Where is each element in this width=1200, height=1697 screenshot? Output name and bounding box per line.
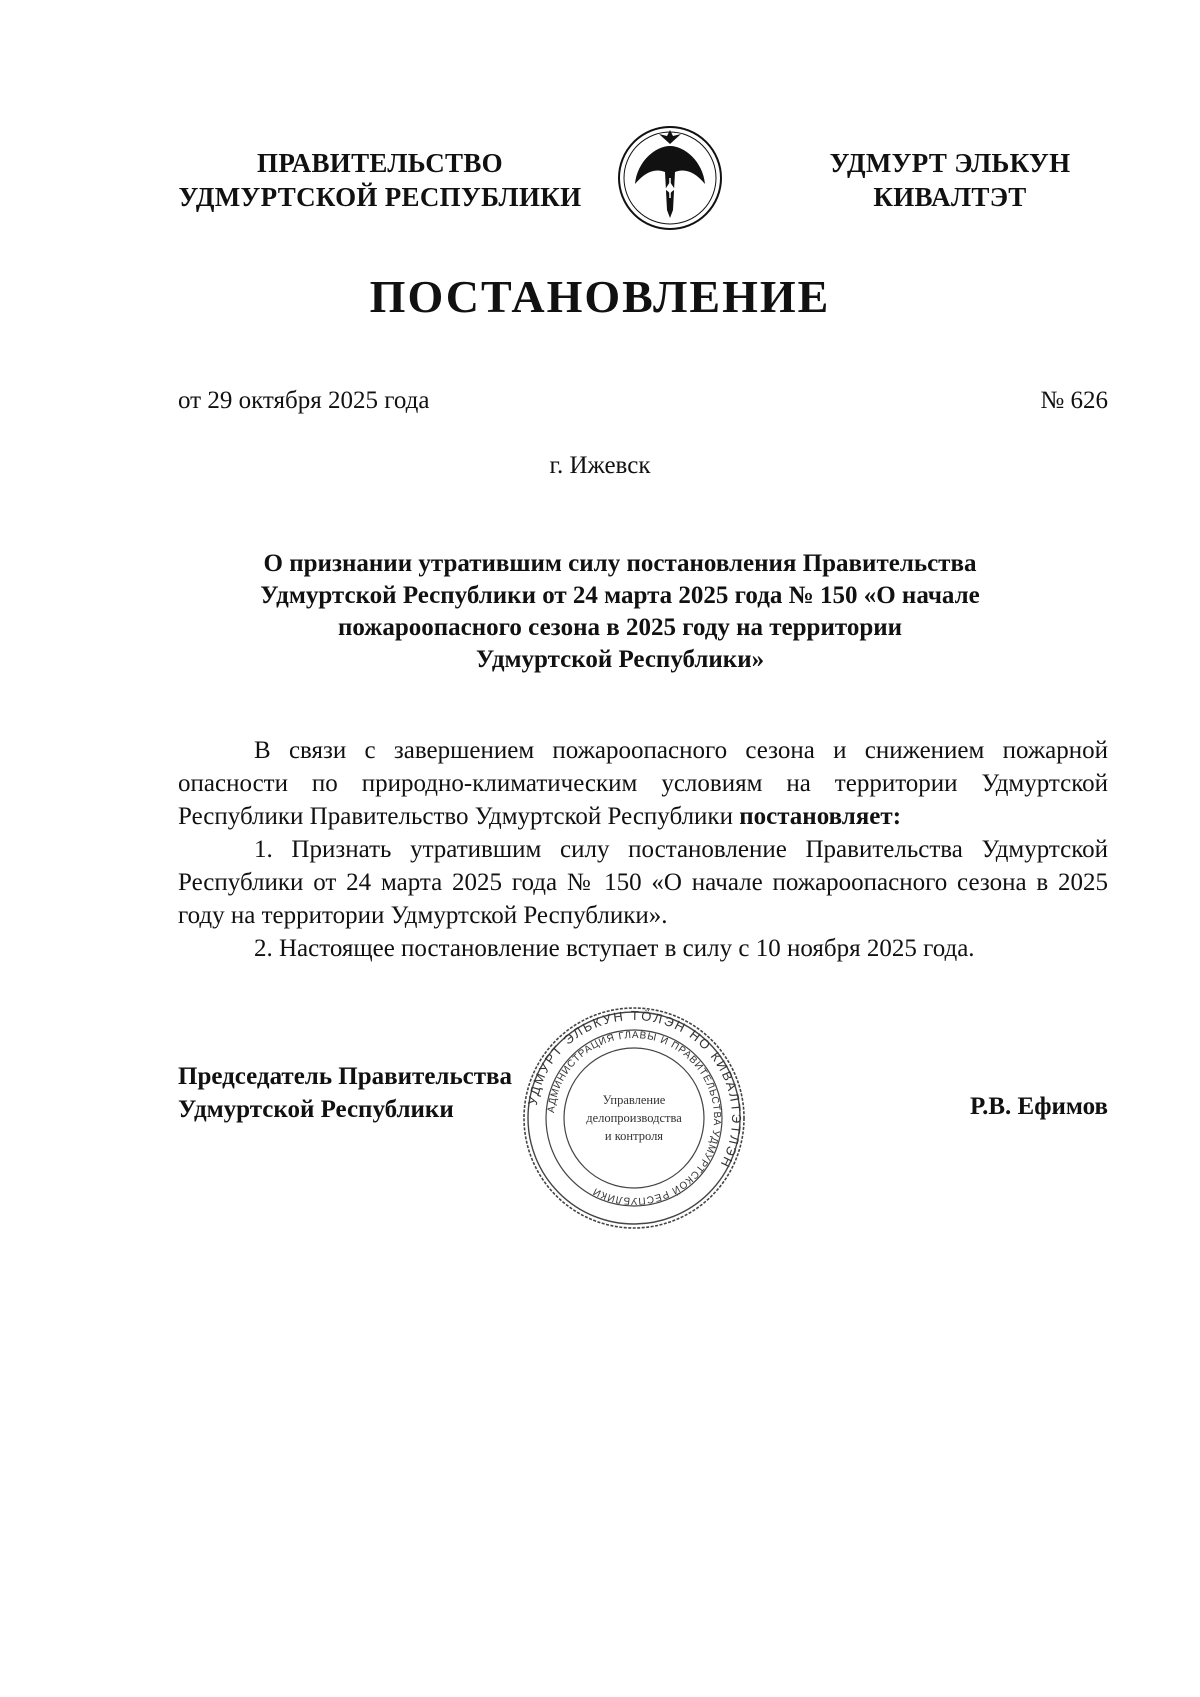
udmurt-coat-of-arms-icon [615, 122, 725, 234]
signatory-position [178, 1060, 512, 1126]
body-intro-text: В связи с завершением пожароопасного сезона и снижением пожарной опасности по природно-климатическим условиям на территории Удмуртской Республики Правительство Удмуртской Республики [178, 737, 1108, 830]
subject-line3: пожароопасного сезона в 2025 году на территории [337, 614, 903, 641]
body-intro-verb: постановляет [739, 803, 893, 830]
signatory-position-line2: Удмуртской Республики [178, 1096, 454, 1123]
signatory-name: Р.В. Ефимов [969, 1093, 1108, 1120]
body-intro-paragraph [178, 734, 1108, 833]
stamp-center-line2: делопроизводства [586, 1111, 682, 1125]
stamp-center-line1: Управление [602, 1093, 666, 1107]
body-item-1: 1. Признать утратившим силу постановление Правительства Удмуртской Республики от 24 марта 2025 года № 150 «О начале пожароопасного сезона в 2025 году на территории Удмуртской Республики». [178, 836, 1108, 929]
government-name-udm-line1: УДМУРТ ЭЛЬКУН [829, 148, 1071, 178]
signatory-position-line1: Председатель Правительства [178, 1063, 513, 1090]
government-name-ru-line1: ПРАВИТЕЛЬСТВО [257, 148, 503, 178]
body-intro-colon: : [892, 803, 902, 830]
government-name-ru-line2: УДМУРТСКОЙ РЕСПУБЛИКИ [178, 182, 582, 212]
stamp-middle-text: АДМИНИСТРАЦИЯ ГЛАВЫ И ПРАВИТЕЛЬСТВА УДМУРТСКОЙ РЕСПУБЛИКИ [546, 1029, 723, 1207]
document-title: ПОСТАНОВЛЕНИЕ [369, 271, 831, 322]
document-number: № 626 [1040, 387, 1108, 414]
government-name-ru [170, 146, 590, 214]
document-date: от 29 октября 2025 года [178, 387, 430, 414]
government-name-udm-line2: КИВАЛТЭТ [873, 182, 1027, 212]
subject-line2: Удмуртской Республики от 24 марта 2025 года № 150 «О начале [260, 582, 980, 609]
body-item-2: 2. Настоящее постановление вступает в силу с 10 ноября 2025 года. [254, 935, 975, 962]
government-name-udm [805, 146, 1095, 214]
subject-line4: Удмуртской Республики» [475, 646, 765, 673]
subject-line1: О признании утратившим силу постановления Правительства [263, 550, 977, 577]
document-city: г. Ижевск [549, 452, 651, 479]
official-stamp [520, 1004, 748, 1232]
document-body [178, 734, 1108, 965]
document-subject [240, 548, 1000, 676]
stamp-outer-text: УДМУРТ ЭЛЬКУН ТӦЛЭН НО КИВАЛТЭТЛЭН [524, 1007, 745, 1172]
stamp-center-line3: и контроля [604, 1129, 664, 1143]
